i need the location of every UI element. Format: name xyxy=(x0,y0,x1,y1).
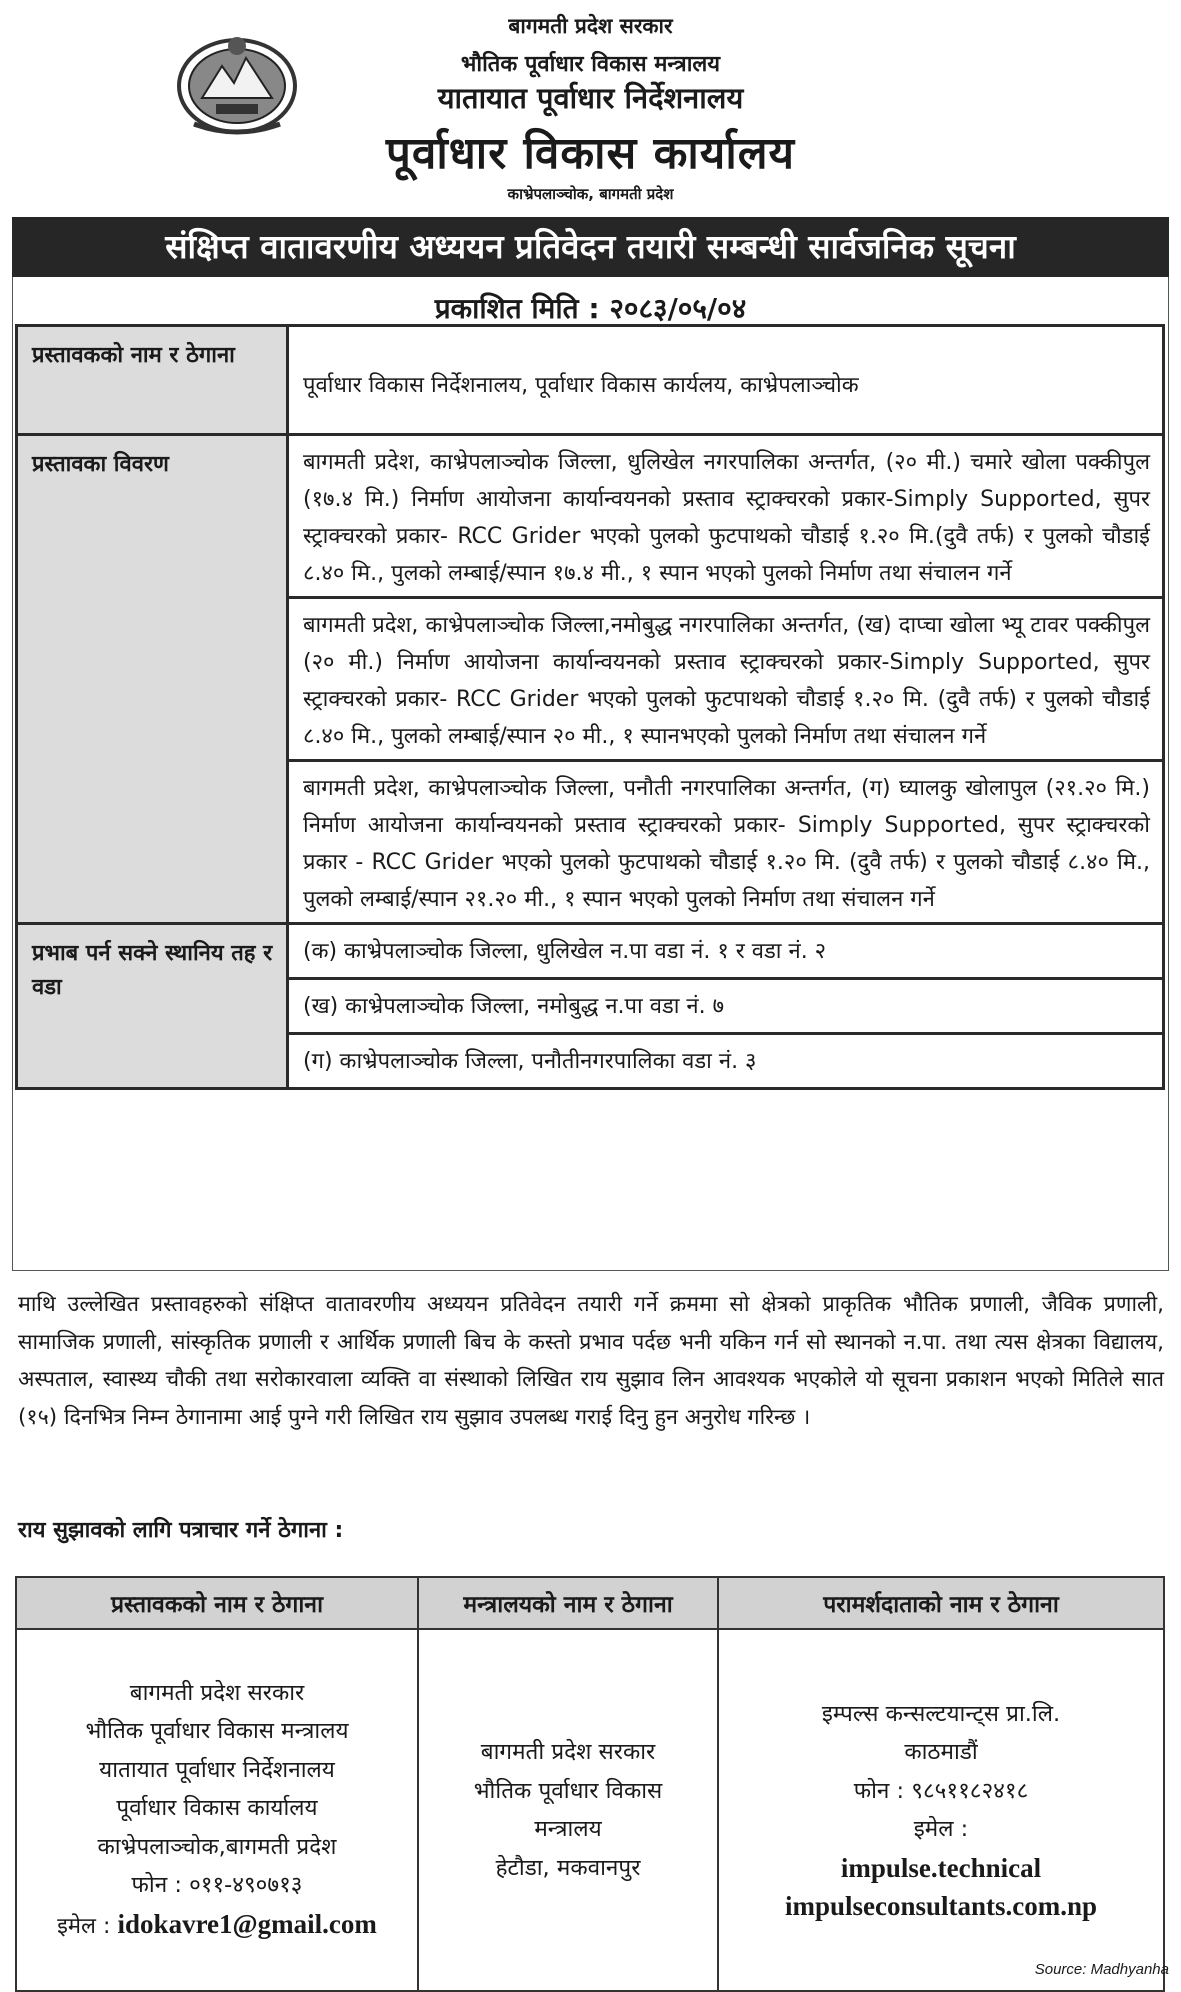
table-row xyxy=(16,1629,1164,1991)
table-row xyxy=(17,924,1164,979)
detail-item: बागमती प्रदेश, काभ्रेपलाञ्चोक जिल्ला,नमोबुद्ध नगरपालिका अन्तर्गत, (ख) दाप्चा खोला भ्यू टावर पक्कीपुल (२० मी.) निर्माण आयोजना कार्यान्वयनको प्रस्ताव स्ट्राक्चरको प्रकार-Simply Supported, सुपर स्ट्राक्चरको प्रकार- RCC Grider भएको पुलको फुटपाथको चौडाई १.२० मि. (दुवै तर्फ) र पुलको चौडाई ८.४० मि., पुलको लम्बाई/स्पान २० मी., १ स्पानभएको पुलको निर्माण तथा संचालन गर्ने xyxy=(288,598,1164,761)
proposer-address-cell xyxy=(16,1629,418,1991)
ministry-address-cell xyxy=(418,1629,718,1991)
table-header-row xyxy=(16,1577,1164,1629)
office-name: पूर्वाधार विकास कार्यालय xyxy=(385,128,796,179)
proposer-value: पूर्वाधार विकास निर्देशनालय, पूर्वाधार विकास कार्यलय, काभ्रेपलाञ्चोक xyxy=(288,326,1164,435)
detail-item: बागमती प्रदेश, काभ्रेपलाञ्चोक जिल्ला, धुलिखेल नगरपालिका अन्तर्गत, (२० मी.) चमारे खोला पक्कीपुल (१७.४ मि.) निर्माण आयोजना कार्यान्वयनको प्रस्ताव स्ट्राक्चरको प्रकार-Simply Supported, सुपर स्ट्राक्चरको प्रकार- RCC Grider भएको पुलको फुटपाथको चौडाई १.२० मि.(दुवै तर्फ) र पुलको चौडाई ८.४० मि., पुलको लम्बाई/स्पान १७.४ मी., १ स्पान भएको पुलको निर्माण तथा संचालन गर्ने xyxy=(288,435,1164,598)
address-line: हेटौडा, मकवानपुर xyxy=(495,1854,641,1881)
detail-item: बागमती प्रदेश, काभ्रेपलाञ्चोक जिल्ला, पनौती नगरपालिका अन्तर्गत, (ग) घ्यालकु खोलापुल (२१.२० मि.) निर्माण आयोजना कार्यान्वयनको प्रस्ताव स्ट्राक्चरको प्रकार- Simply Supported, सुपर स्ट्राक्चरको प्रकार - RCC Grider भएको पुलको फुटपाथको चौडाई १.२० मि. (दुवै तर्फ) र पुलको चौडाई ८.४० मि., पुलको लम्बाई/स्पान २१.२० मी., १ स्पान भएको पुलको निर्माण तथा संचालन गर्ने xyxy=(288,761,1164,924)
column-header: प्रस्तावकको नाम र ठेगाना xyxy=(16,1577,418,1629)
affected-label: प्रभाब पर्न सक्ने स्थानिय तह र वडा xyxy=(17,924,288,1089)
affected-item: (ग) काभ्रेपलाञ्चोक जिल्ला, पनौतीनगरपालिका वडा नं. ३ xyxy=(288,1034,1164,1089)
table-row xyxy=(17,326,1164,435)
source-credit: Source: Madhyanha xyxy=(1034,1961,1169,1978)
notice-body-paragraph: माथि उल्लेखित प्रस्तावहरुको संक्षिप्त वातावरणीय अध्ययन प्रतिवेदन तयारी गर्ने क्रममा सो क्षेत्रको प्राकृतिक भौतिक प्रणाली, जैविक प्रणाली, सामाजिक प्रणाली, सांस्कृतिक प्रणाली र आर्थिक प्रणाली बिच के कस्तो प्रभाव पर्दछ भनी यकिन गर्न सो स्थानको न.पा. तथा त्यस क्षेत्रका विद्यालय, अस्पताल, स्वास्थ्य चौकी तथा सरोकारवाला व्यक्ति वा संस्थाको लिखित राय सुझाव लिन आवश्यक भएकोले यो सूचना प्रकाशन भएको मितिले सात (१५) दिनभित्र निम्न ठेगानामा आई पुग्ने गरी लिखित राय सुझाव उपलब्ध गराई दिनु हुन अनुरोध गरिन्छ । xyxy=(18,1292,1164,1430)
header-line-3: यातायात पूर्वाधार निर्देशनालय xyxy=(437,81,744,115)
office-header xyxy=(12,6,1169,211)
email-label: इमेल : xyxy=(57,1913,111,1939)
address-heading: राय सुझावको लागि पत्राचार गर्ने ठेगाना : xyxy=(18,1518,344,1543)
address-line: पूर्वाधार विकास कार्यालय xyxy=(116,1795,318,1822)
consultant-email-link[interactable]: impulse.technical xyxy=(840,1852,1042,1883)
notice-page xyxy=(12,6,1169,1974)
phone-line: फोन : ९८५११८२४१८ xyxy=(853,1777,1029,1804)
address-line: मन्त्रालय xyxy=(534,1816,602,1842)
email-line xyxy=(17,1905,417,1947)
affected-item: (ख) काभ्रेपलाञ्चोक जिल्ला, नमोबुद्ध न.पा वडा नं. ७ xyxy=(288,979,1164,1034)
address-line: बागमती प्रदेश सरकार xyxy=(129,1679,305,1706)
address-line: यातायात पूर्वाधार निर्देशनालय xyxy=(99,1756,335,1783)
address-table xyxy=(15,1576,1165,1992)
consultant-website-link[interactable]: impulseconsultants.com.np xyxy=(784,1891,1098,1921)
address-line: इम्पल्स कन्सल्टयान्ट्स प्रा.लि. xyxy=(821,1700,1061,1727)
address-line: भौतिक पूर्वाधार विकास मन्त्रालय xyxy=(85,1718,349,1745)
notice-title: संक्षिप्त वातावरणीय अध्ययन प्रतिवेदन तयारी सम्बन्धी सार्वजनिक सूचना xyxy=(12,217,1169,277)
address-line: भौतिक पूर्वाधार विकास xyxy=(473,1777,663,1804)
email-label: इमेल : xyxy=(913,1816,969,1842)
header-line-1: बागमती प्रदेश सरकार xyxy=(508,14,673,38)
address-line: काठमाडौं xyxy=(904,1739,978,1765)
column-header: मन्त्रालयको नाम र ठेगाना xyxy=(418,1577,718,1629)
consultant-address-cell xyxy=(718,1629,1164,1991)
table-row xyxy=(17,435,1164,598)
address-line: बागमती प्रदेश सरकार xyxy=(480,1739,656,1765)
details-label: प्रस्तावका विवरण xyxy=(17,435,288,924)
header-line-2: भौतिक पूर्वाधार विकास मन्त्रालय xyxy=(460,52,721,77)
proposer-email-link[interactable]: idokavre1@gmail.com xyxy=(117,1908,377,1939)
office-address: काभ्रेपलाञ्चोक, बागमती प्रदेश xyxy=(507,185,674,203)
published-date: प्रकाशित मिति : २०८३/०५/०४ xyxy=(434,292,747,325)
proposer-label: प्रस्तावकको नाम र ठेगाना xyxy=(17,326,288,435)
address-line: काभ्रेपलाञ्चोक,बागमती प्रदेश xyxy=(97,1833,337,1860)
proposal-info-table xyxy=(15,324,1165,1090)
phone-line: फोन : ०११-४९०७१३ xyxy=(131,1872,303,1899)
affected-item: (क) काभ्रेपलाञ्चोक जिल्ला, धुलिखेल न.पा वडा नं. १ र वडा नं. २ xyxy=(288,924,1164,979)
column-header: परामर्शदाताको नाम र ठेगाना xyxy=(718,1577,1164,1629)
